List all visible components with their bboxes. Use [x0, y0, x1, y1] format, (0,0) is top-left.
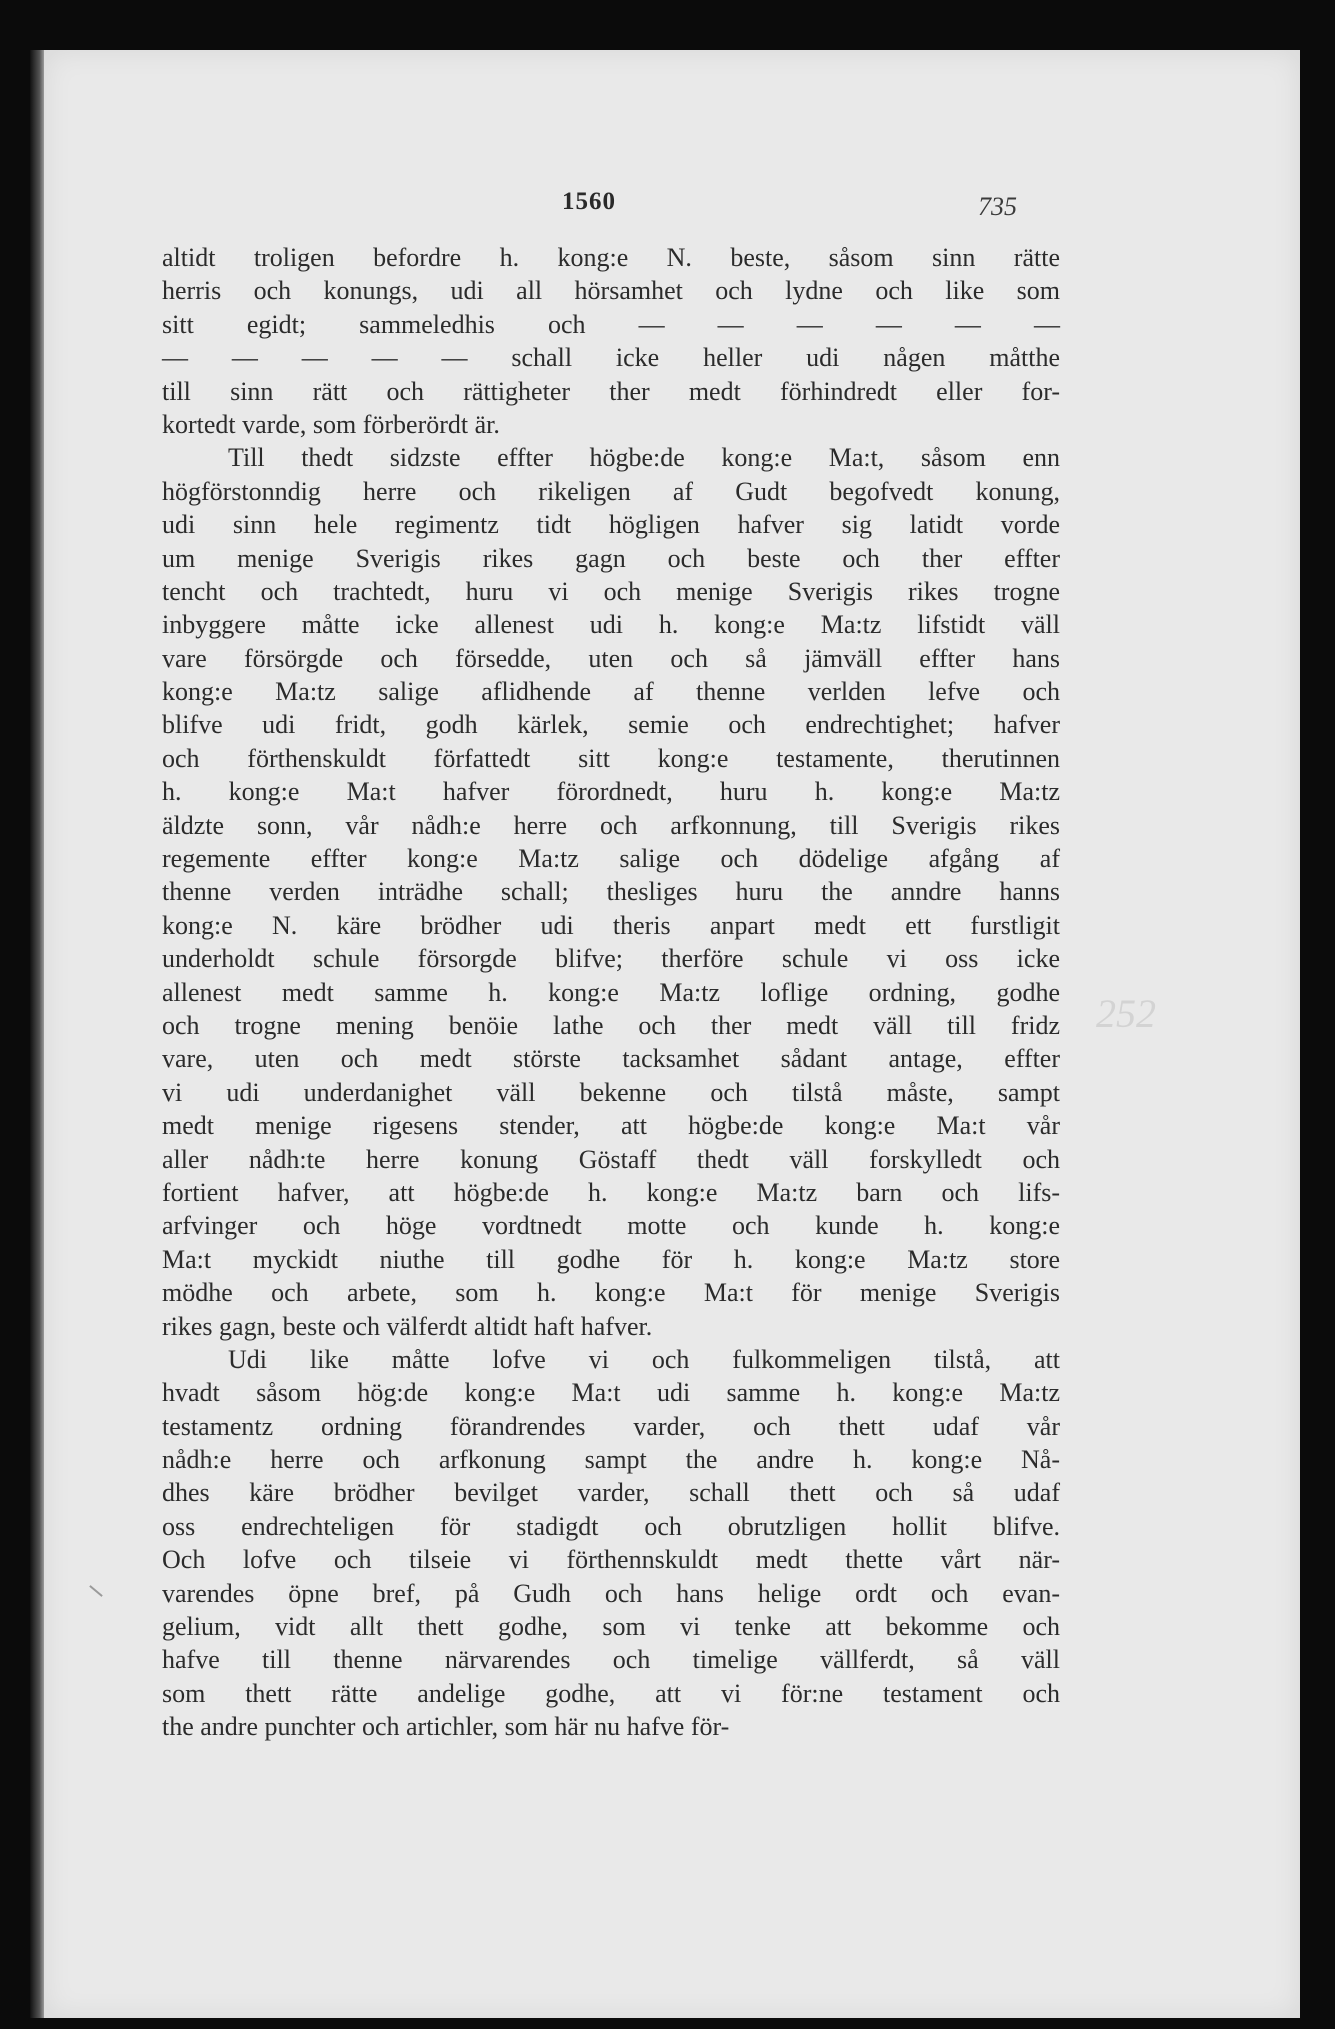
text-line: vare, uten och medt störste tacksamhet sådant antage, effter	[162, 1044, 1060, 1074]
text-line: äldzte sonn, vår nådh:e herre och arfkonnung, till Sverigis rikes	[162, 810, 1060, 840]
text-line: herris och konungs, udi all hörsamhet och lydne och like som	[162, 276, 1060, 306]
text-line: arfvinger och höge vordtnedt motte och kunde h. kong:e	[162, 1211, 1060, 1241]
text-line: fortient hafver, att högbe:de h. kong:e Ma:tz barn och lifs-	[162, 1177, 1060, 1207]
text-line: blifve udi fridt, godh kärlek, semie och endrechtighet; hafver	[162, 710, 1060, 740]
text-line: the andre punchter och artichler, som här nu hafve för-	[162, 1712, 730, 1742]
text-line: Udi like måtte lofve vi och fulkommeligen tilstå, att	[228, 1344, 1060, 1374]
text-line: och förthenskuldt författedt sitt kong:e testamente, therutinnen	[162, 743, 1060, 773]
bleed-through-text: 252	[1096, 991, 1156, 1036]
text-line: tencht och trachtedt, huru vi och menige Sverigis rikes trogne	[162, 576, 1060, 606]
text-line: vi udi underdanighet väll bekenne och tilstå måste, sampt	[162, 1077, 1060, 1107]
text-line: som thett rätte andelige godhe, att vi för:ne testament och	[162, 1678, 1060, 1708]
text-line: udi sinn hele regimentz tidt högligen hafver sig latidt vorde	[162, 510, 1060, 540]
text-line: um menige Sverigis rikes gagn och beste och ther effter	[162, 543, 1060, 573]
text-line: Till thedt sidzste effter högbe:de kong:e Ma:t, såsom enn	[228, 443, 1060, 473]
text-line: medt menige rigesens stender, att högbe:de kong:e Ma:t vår	[162, 1111, 1060, 1141]
text-line: aller nådh:te herre konung Göstaff thedt väll forskylledt och	[162, 1144, 1060, 1174]
text-line: kortedt varde, som förberördt är.	[162, 409, 500, 439]
text-line: dhes käre brödher bevilget varder, schall thett och så udaf	[162, 1478, 1060, 1508]
text-line: gelium, vidt allt thett godhe, som vi tenke att bekomme och	[162, 1612, 1060, 1642]
text-line: hvadt såsom hög:de kong:e Ma:t udi samme h. kong:e Ma:tz	[162, 1378, 1060, 1408]
text-line: thenne verden inträdhe schall; thesliges huru the anndre hanns	[162, 877, 1060, 907]
text-line: och trogne mening benöie lathe och ther medt väll till fridz	[162, 1010, 1060, 1040]
text-line: sitt egidt; sammeledhis och — — — — — —	[162, 309, 1060, 339]
text-line: regemente effter kong:e Ma:tz salige och dödelige afgång af	[162, 844, 1060, 874]
text-line: varendes öpne bref, på Gudh och hans helige ordt och evan-	[162, 1578, 1060, 1608]
text-line: — — — — — schall icke heller udi någen måtthe	[162, 343, 1060, 373]
text-line: Och lofve och tilseie vi förthennskuldt medt thette vårt när-	[162, 1545, 1060, 1575]
text-line: inbyggere måtte icke allenest udi h. kong:e Ma:tz lifstidt väll	[162, 610, 1060, 640]
text-line: kong:e N. käre brödher udi theris anpart medt ett furstligit	[162, 910, 1060, 940]
text-line: underholdt schule försorgde blifve; therföre schule vi oss icke	[162, 944, 1060, 974]
body-text	[162, 241, 1060, 1744]
text-line: oss endrechteligen för stadigdt och obrutzligen hollit blifve.	[162, 1511, 1060, 1541]
text-line: testamentz ordning förandrendes varder, och thett udaf vår	[162, 1411, 1060, 1441]
text-line: vare försörgde och försedde, uten och så jämväll effter hans	[162, 643, 1060, 673]
text-line: rikes gagn, beste och välferdt altidt haft hafver.	[162, 1311, 653, 1341]
text-line: hafve till thenne närvarendes och timelige vällferdt, så väll	[162, 1645, 1060, 1675]
text-line: Ma:t myckidt niuthe till godhe för h. kong:e Ma:tz store	[162, 1244, 1060, 1274]
text-line: h. kong:e Ma:t hafver förordnedt, huru h. kong:e Ma:tz	[162, 777, 1060, 807]
page-number: 735	[978, 192, 1017, 221]
text-line: kong:e Ma:tz salige aflidhende af thenne verlden lefve och	[162, 677, 1060, 707]
text-line: högförstonndig herre och rikeligen af Gudt begofvedt konung,	[162, 476, 1060, 506]
text-line: allenest medt samme h. kong:e Ma:tz loflige ordning, godhe	[162, 977, 1060, 1007]
text-line: till sinn rätt och rättigheter ther medt förhindredt eller for-	[162, 376, 1060, 406]
running-header-year: 1560	[562, 188, 616, 215]
text-line: altidt troligen befordre h. kong:e N. beste, såsom sinn rätte	[162, 243, 1060, 272]
text-line: nådh:e herre och arfkonung sampt the andre h. kong:e Nå-	[162, 1445, 1060, 1475]
text-line: mödhe och arbete, som h. kong:e Ma:t för menige Sverigis	[162, 1278, 1060, 1308]
